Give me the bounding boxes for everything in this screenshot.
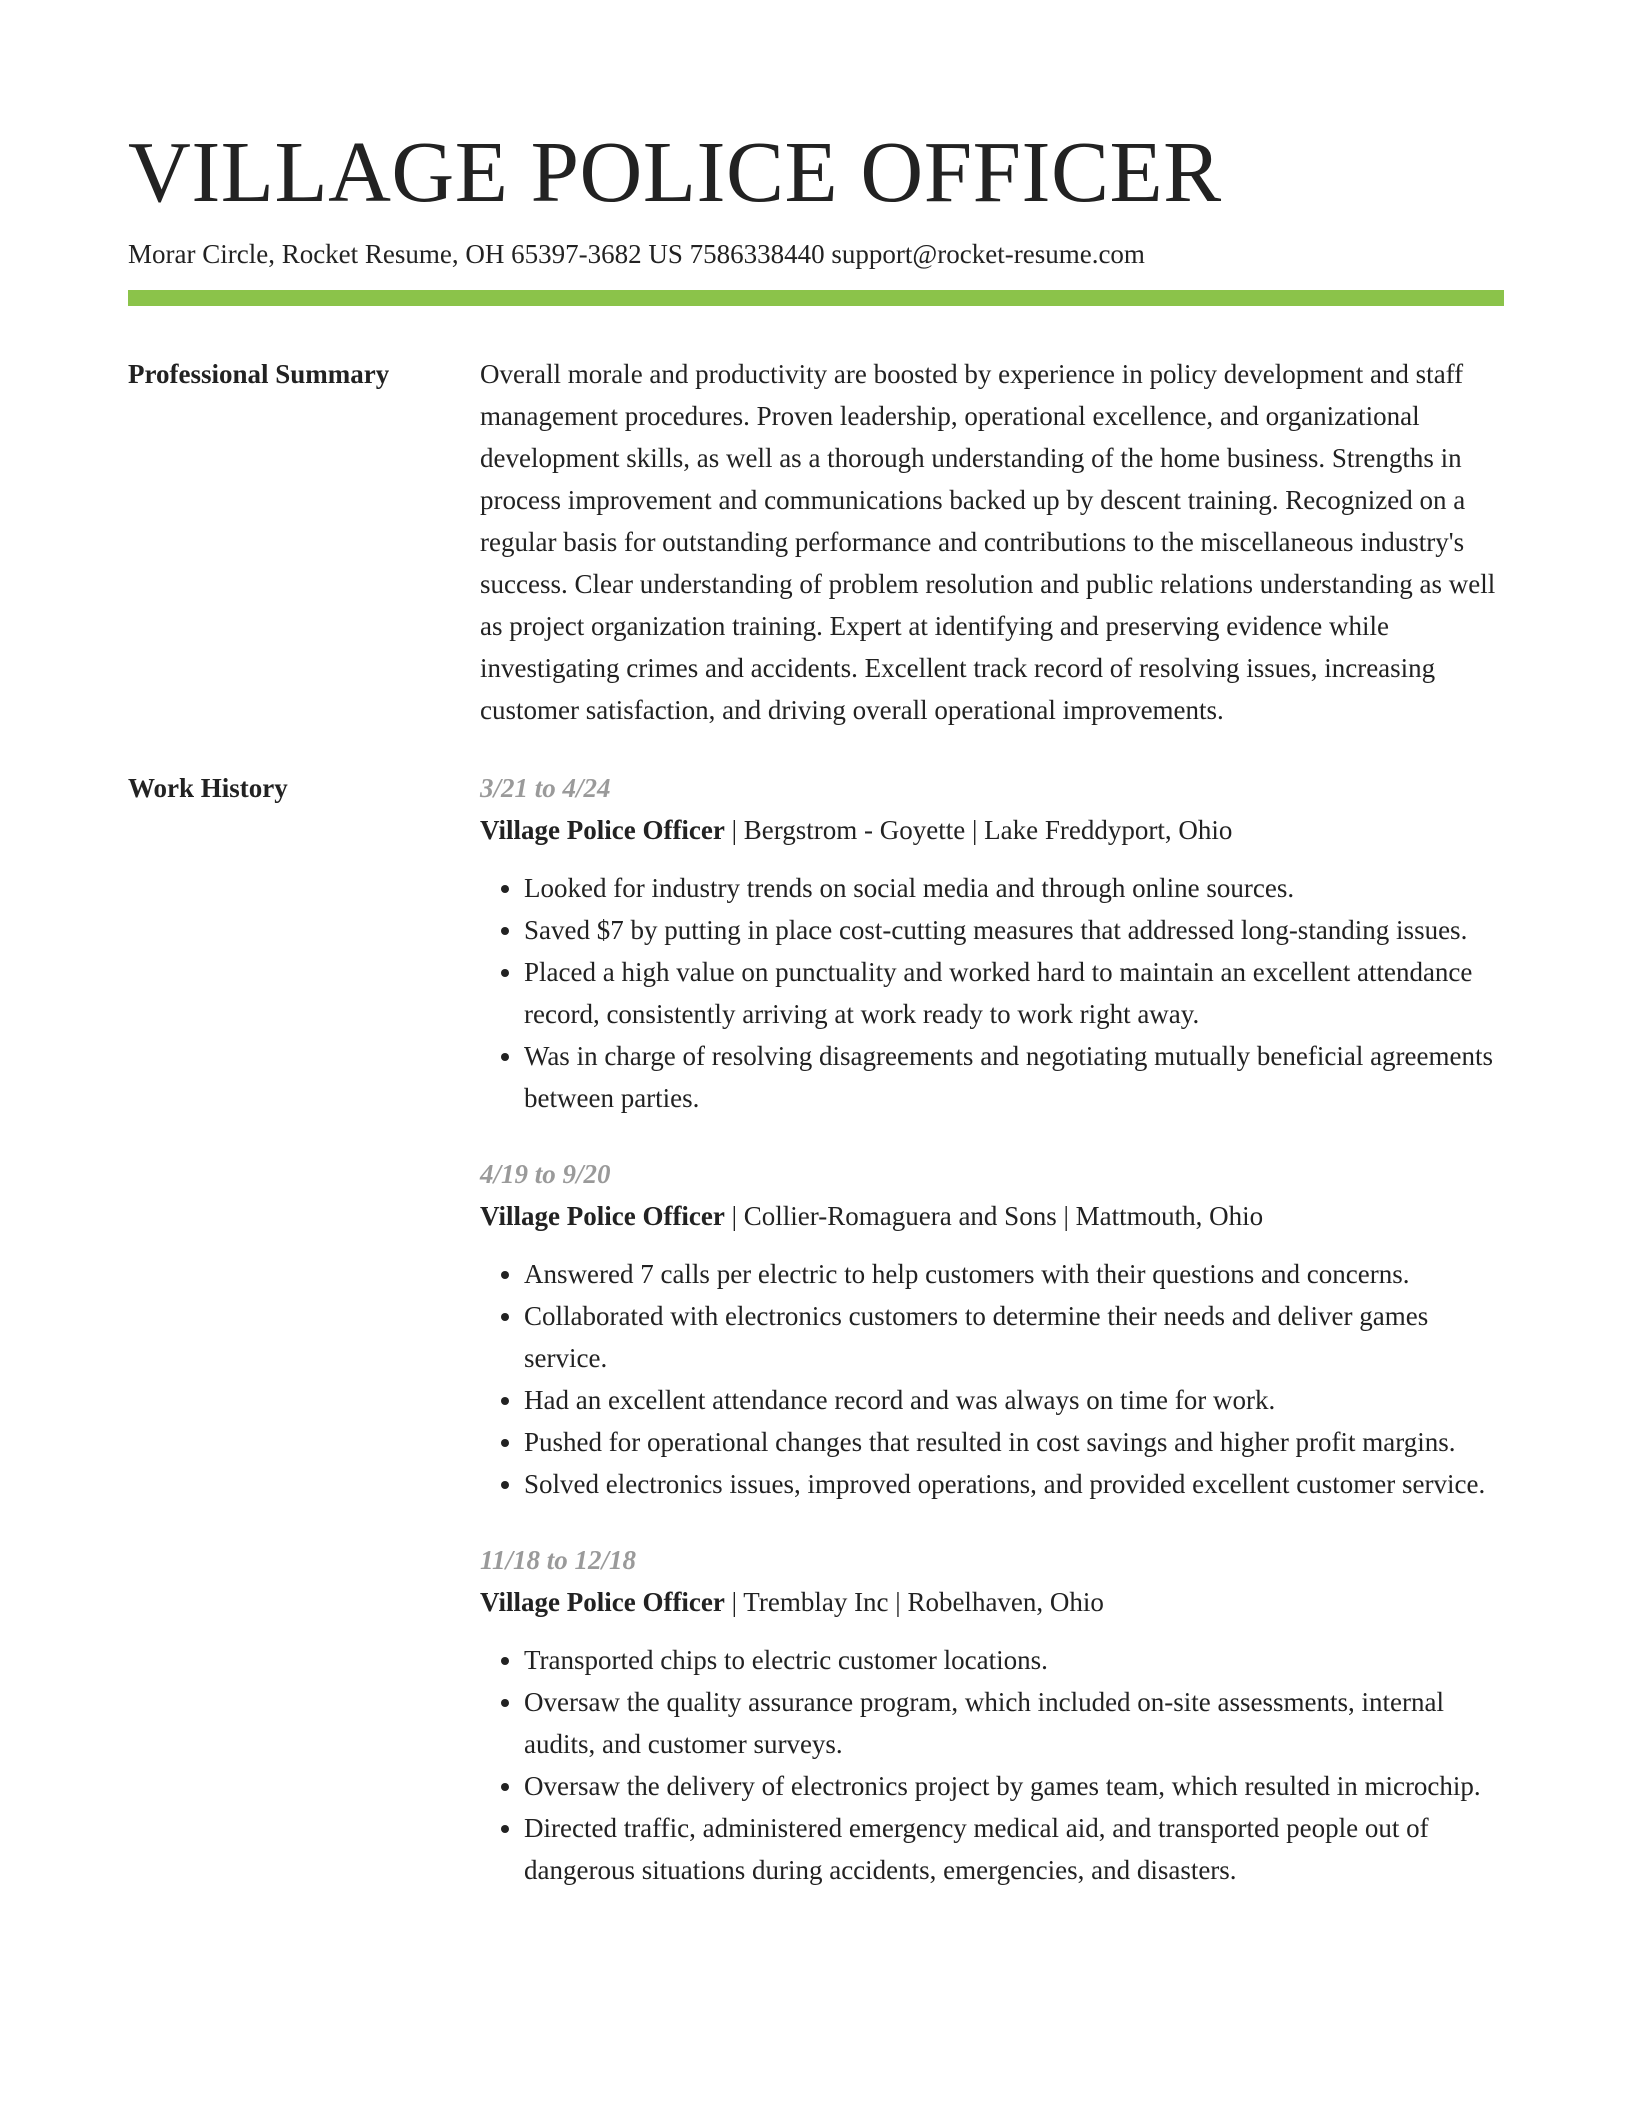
job-details: | Bergstrom - Goyette | Lake Freddyport, Ohio — [724, 815, 1233, 845]
job-bullet: • Answered 7 calls per electric to help customers with their questions and concerns. — [524, 1253, 1504, 1295]
job-bullet: • Solved electronics issues, improved operations, and provided excellent customer service. — [524, 1463, 1504, 1505]
job-heading — [480, 1581, 1504, 1623]
job-title: Village Police Officer — [480, 1201, 725, 1231]
job-bullets — [480, 1253, 1504, 1505]
work-history-body — [480, 767, 1504, 1925]
job-bullet: • Directed traffic, administered emergency medical aid, and transported people out of dangerous situations during accidents, emergencies, and disasters. — [524, 1807, 1504, 1891]
job-title: Village Police Officer — [480, 1587, 725, 1617]
job-heading — [480, 809, 1504, 851]
job-bullets — [480, 867, 1504, 1119]
work-history-section — [128, 767, 1504, 1925]
job-date: 3/21 to 4/24 — [480, 773, 611, 803]
job-date: 4/19 to 9/20 — [480, 1159, 611, 1189]
job-entry — [480, 767, 1504, 1119]
section-label-work-history: Work History — [128, 773, 288, 803]
job-title: Village Police Officer — [480, 815, 725, 845]
job-date: 11/18 to 12/18 — [480, 1545, 637, 1575]
job-bullet: • Oversaw the delivery of electronics project by games team, which resulted in microchip. — [524, 1765, 1504, 1807]
header-divider — [128, 290, 1504, 306]
job-bullet: • Collaborated with electronics customers to determine their needs and deliver games service. — [524, 1295, 1504, 1379]
job-bullet: • Looked for industry trends on social media and through online sources. — [524, 867, 1504, 909]
summary-text: Overall morale and productivity are boosted by experience in policy development and staff management procedures. Proven leadership, operational excellence, and organizational development skills, as well as a thorough understanding of the home business. Strengths in process improvement and communications backed up by descent training. Recognized on a regular basis for outstanding performance and contributions to the miscellaneous industry's success. Clear understanding of problem resolution and public relations understanding as well as project organization training. Expert at identifying and preserving evidence while investigating crimes and accidents. Excellent track record of resolving issues, increasing customer satisfaction, and driving overall operational improvements. — [480, 359, 1496, 725]
section-label-summary: Professional Summary — [128, 359, 390, 389]
job-bullet: • Was in charge of resolving disagreements and negotiating mutually beneficial agreements between parties. — [524, 1035, 1504, 1119]
job-entry — [480, 1153, 1504, 1505]
job-bullet: • Transported chips to electric customer locations. — [524, 1639, 1504, 1681]
job-bullet: • Placed a high value on punctuality and worked hard to maintain an excellent attendance record, consistently arriving at work ready to work right away. — [524, 951, 1504, 1035]
resume-page — [128, 124, 1504, 1925]
job-entry — [480, 1539, 1504, 1891]
professional-summary-section — [128, 353, 1504, 731]
job-bullets — [480, 1639, 1504, 1891]
job-details: | Collier-Romaguera and Sons | Mattmouth, Ohio — [724, 1201, 1264, 1231]
job-heading — [480, 1195, 1504, 1237]
job-details: | Tremblay Inc | Robelhaven, Ohio — [724, 1587, 1104, 1617]
contact-info: Morar Circle, Rocket Resume, OH 65397-3682 US 7586338440 support@rocket-resume.com — [128, 239, 1145, 269]
job-bullet: • Saved $7 by putting in place cost-cutting measures that addressed long-standing issues. — [524, 909, 1504, 951]
candidate-name: VILLAGE POLICE OFFICER — [128, 123, 1222, 220]
job-bullet: • Pushed for operational changes that resulted in cost savings and higher profit margins. — [524, 1421, 1504, 1463]
job-bullet: • Oversaw the quality assurance program, which included on-site assessments, internal audits, and customer surveys. — [524, 1681, 1504, 1765]
job-bullet: • Had an excellent attendance record and was always on time for work. — [524, 1379, 1504, 1421]
